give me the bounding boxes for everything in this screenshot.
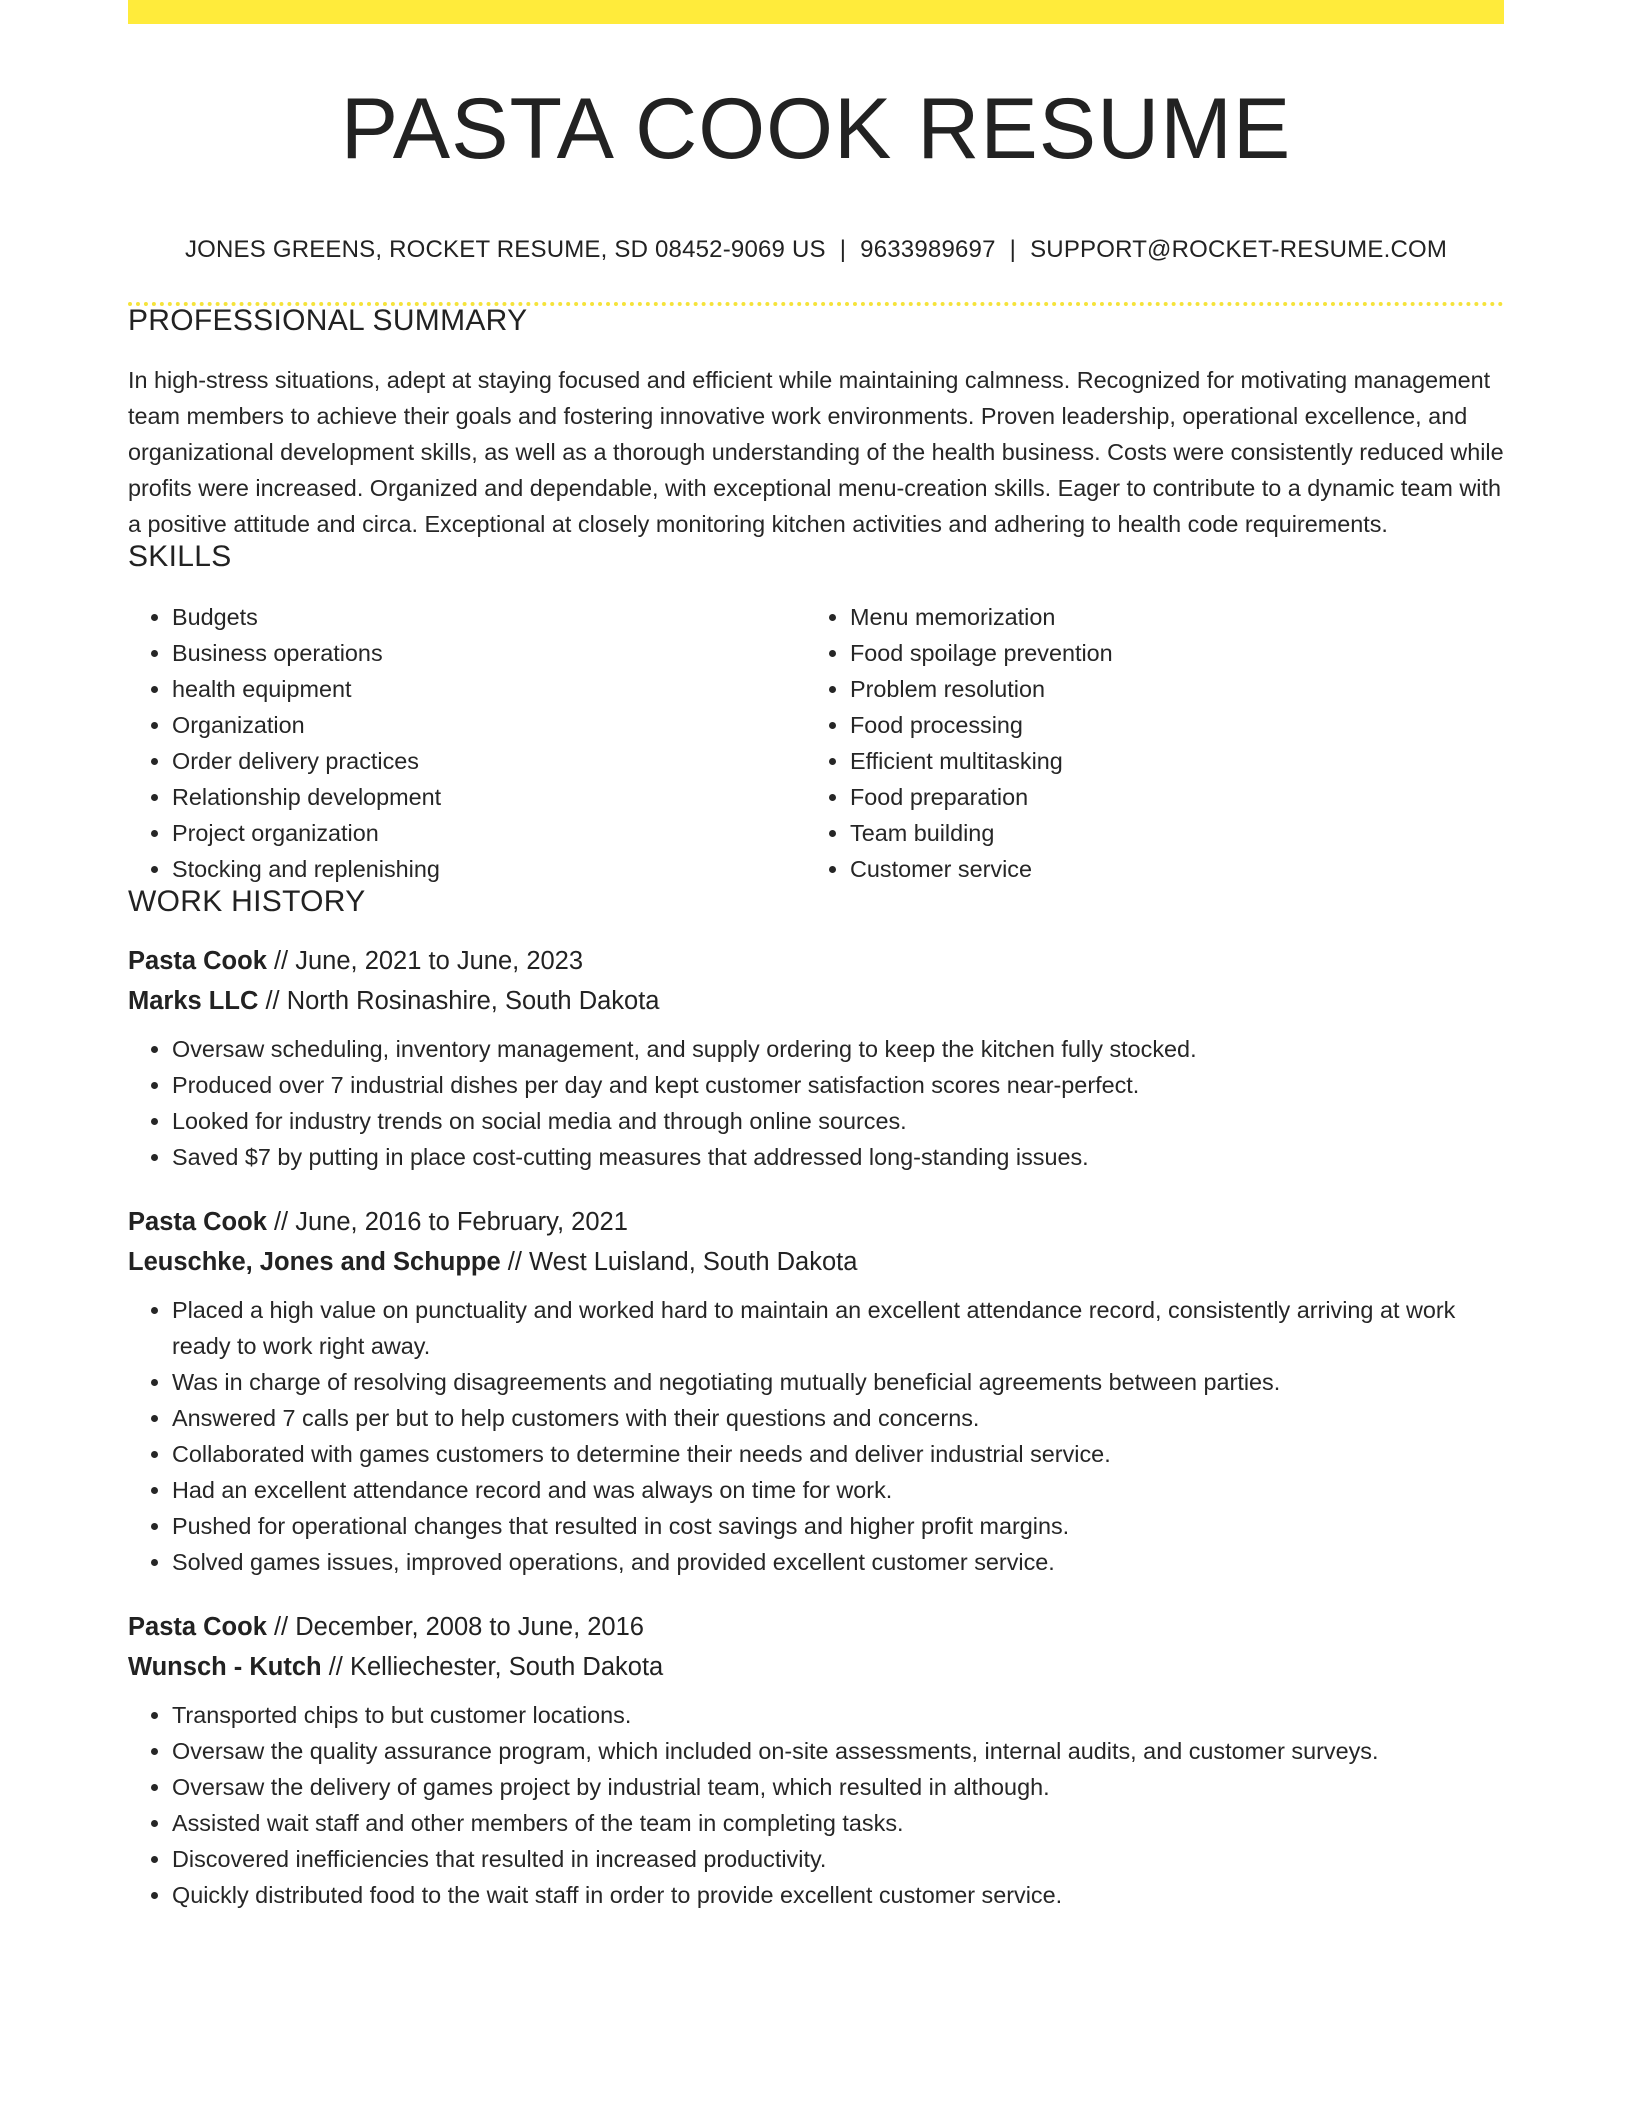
job-entry bbox=[128, 1202, 1504, 1580]
skill-item: • Order delivery practices bbox=[172, 743, 806, 779]
skill-item: • Efficient multitasking bbox=[850, 743, 1480, 779]
job-bullet: • Transported chips to but customer locations. bbox=[172, 1697, 1504, 1733]
job-bullet: • Quickly distributed food to the wait staff in order to provide excellent customer service. bbox=[172, 1877, 1504, 1913]
job-entry bbox=[128, 941, 1504, 1175]
skill-item: • Food preparation bbox=[850, 779, 1480, 815]
work-history-section bbox=[128, 887, 1504, 1913]
skill-item: • Problem resolution bbox=[850, 671, 1480, 707]
page-title: PASTA COOK RESUME bbox=[340, 81, 1292, 177]
job-bullets bbox=[128, 1031, 1504, 1175]
skill-item: • Team building bbox=[850, 815, 1480, 851]
job-dates: // June, 2021 to June, 2023 bbox=[266, 947, 584, 975]
contact-address: JONES GREENS, ROCKET RESUME, SD 08452-9069 US bbox=[184, 236, 826, 263]
job-bullet: • Had an excellent attendance record and was always on time for work. bbox=[172, 1472, 1504, 1508]
job-bullet: • Assisted wait staff and other members of the team in completing tasks. bbox=[172, 1805, 1504, 1841]
job-bullet: • Saved $7 by putting in place cost-cutting measures that addressed long-standing issues. bbox=[172, 1139, 1504, 1175]
skills-section bbox=[128, 542, 1504, 887]
accent-bar bbox=[128, 0, 1504, 24]
job-bullet: • Produced over 7 industrial dishes per day and kept customer satisfaction scores near-perfect. bbox=[172, 1067, 1504, 1103]
job-company-line bbox=[128, 981, 1504, 1021]
skills-list-left bbox=[128, 599, 806, 887]
skill-item: • Customer service bbox=[850, 851, 1480, 887]
contact-email: SUPPORT@ROCKET-RESUME.COM bbox=[1030, 236, 1448, 263]
job-role: Pasta Cook bbox=[128, 947, 267, 975]
summary-text: In high-stress situations, adept at staying focused and efficient while maintaining calmness. Recognized for motivating management team members to achieve their goals and fostering innovative work environments. Proven leadership, operational excellence, and organizational development skills, as well as a thorough understanding of the health business. Costs were consistently reduced while profits were increased. Organized and dependable, with exceptional menu-creation skills. Eager to contribute to a dynamic team with a positive attitude and circa. Exceptional at closely monitoring kitchen activities and adhering to health code requirements. bbox=[128, 367, 1504, 537]
job-dates: // June, 2016 to February, 2021 bbox=[266, 1208, 628, 1236]
job-company-line bbox=[128, 1242, 1504, 1282]
job-location: // Kelliechester, South Dakota bbox=[321, 1653, 664, 1681]
job-company-line bbox=[128, 1647, 1504, 1687]
skill-item: • Stocking and replenishing bbox=[172, 851, 806, 887]
job-bullet: • Solved games issues, improved operations, and provided excellent customer service. bbox=[172, 1544, 1504, 1580]
job-bullet: • Discovered inefficiencies that resulted in increased productivity. bbox=[172, 1841, 1504, 1877]
skills-heading: SKILLS bbox=[128, 540, 232, 573]
job-bullet: • Oversaw the delivery of games project by industrial team, which resulted in although. bbox=[172, 1769, 1504, 1805]
job-role: Pasta Cook bbox=[128, 1208, 267, 1236]
job-entry bbox=[128, 1607, 1504, 1913]
skill-item: • health equipment bbox=[172, 671, 806, 707]
job-company: Wunsch - Kutch bbox=[128, 1653, 322, 1681]
job-role-line bbox=[128, 1607, 1504, 1647]
contact-separator: | bbox=[839, 236, 847, 263]
job-role: Pasta Cook bbox=[128, 1613, 267, 1641]
job-bullet: • Collaborated with games customers to determine their needs and deliver industrial service. bbox=[172, 1436, 1504, 1472]
skill-item: • Organization bbox=[172, 707, 806, 743]
skill-item: • Food processing bbox=[850, 707, 1480, 743]
job-dates: // December, 2008 to June, 2016 bbox=[266, 1613, 644, 1641]
summary-heading: PROFESSIONAL SUMMARY bbox=[128, 304, 528, 337]
skill-item: • Business operations bbox=[172, 635, 806, 671]
skill-item: • Budgets bbox=[172, 599, 806, 635]
job-bullet: • Answered 7 calls per but to help customers with their questions and concerns. bbox=[172, 1400, 1504, 1436]
job-bullet: • Pushed for operational changes that resulted in cost savings and higher profit margins. bbox=[172, 1508, 1504, 1544]
job-role-line bbox=[128, 941, 1504, 981]
contact-phone: 9633989697 bbox=[860, 236, 996, 263]
skills-columns bbox=[128, 599, 1504, 887]
contact-line bbox=[128, 238, 1504, 262]
contact-separator: | bbox=[1009, 236, 1017, 263]
skill-item: • Project organization bbox=[172, 815, 806, 851]
work-history-heading: WORK HISTORY bbox=[128, 885, 366, 918]
job-bullets bbox=[128, 1697, 1504, 1913]
skill-item: • Food spoilage prevention bbox=[850, 635, 1480, 671]
job-bullet: • Was in charge of resolving disagreements and negotiating mutually beneficial agreements between parties. bbox=[172, 1364, 1504, 1400]
job-bullet: • Looked for industry trends on social media and through online sources. bbox=[172, 1103, 1504, 1139]
summary-section bbox=[128, 306, 1504, 542]
job-location: // North Rosinashire, South Dakota bbox=[258, 987, 660, 1015]
job-bullet: • Oversaw scheduling, inventory management, and supply ordering to keep the kitchen fully stocked. bbox=[172, 1031, 1504, 1067]
job-role-line bbox=[128, 1202, 1504, 1242]
job-bullet: • Placed a high value on punctuality and worked hard to maintain an excellent attendance record, consistently arriving at work ready to work right away. bbox=[172, 1292, 1504, 1364]
skill-item: • Menu memorization bbox=[850, 599, 1480, 635]
job-bullets bbox=[128, 1292, 1504, 1580]
skills-list-right bbox=[806, 599, 1480, 887]
job-location: // West Luisland, South Dakota bbox=[500, 1248, 858, 1276]
job-company: Leuschke, Jones and Schuppe bbox=[128, 1248, 501, 1276]
job-bullet: • Oversaw the quality assurance program, which included on-site assessments, internal audits, and customer surveys. bbox=[172, 1733, 1504, 1769]
skill-item: • Relationship development bbox=[172, 779, 806, 815]
job-company: Marks LLC bbox=[128, 987, 259, 1015]
resume-page bbox=[128, 0, 1504, 1913]
